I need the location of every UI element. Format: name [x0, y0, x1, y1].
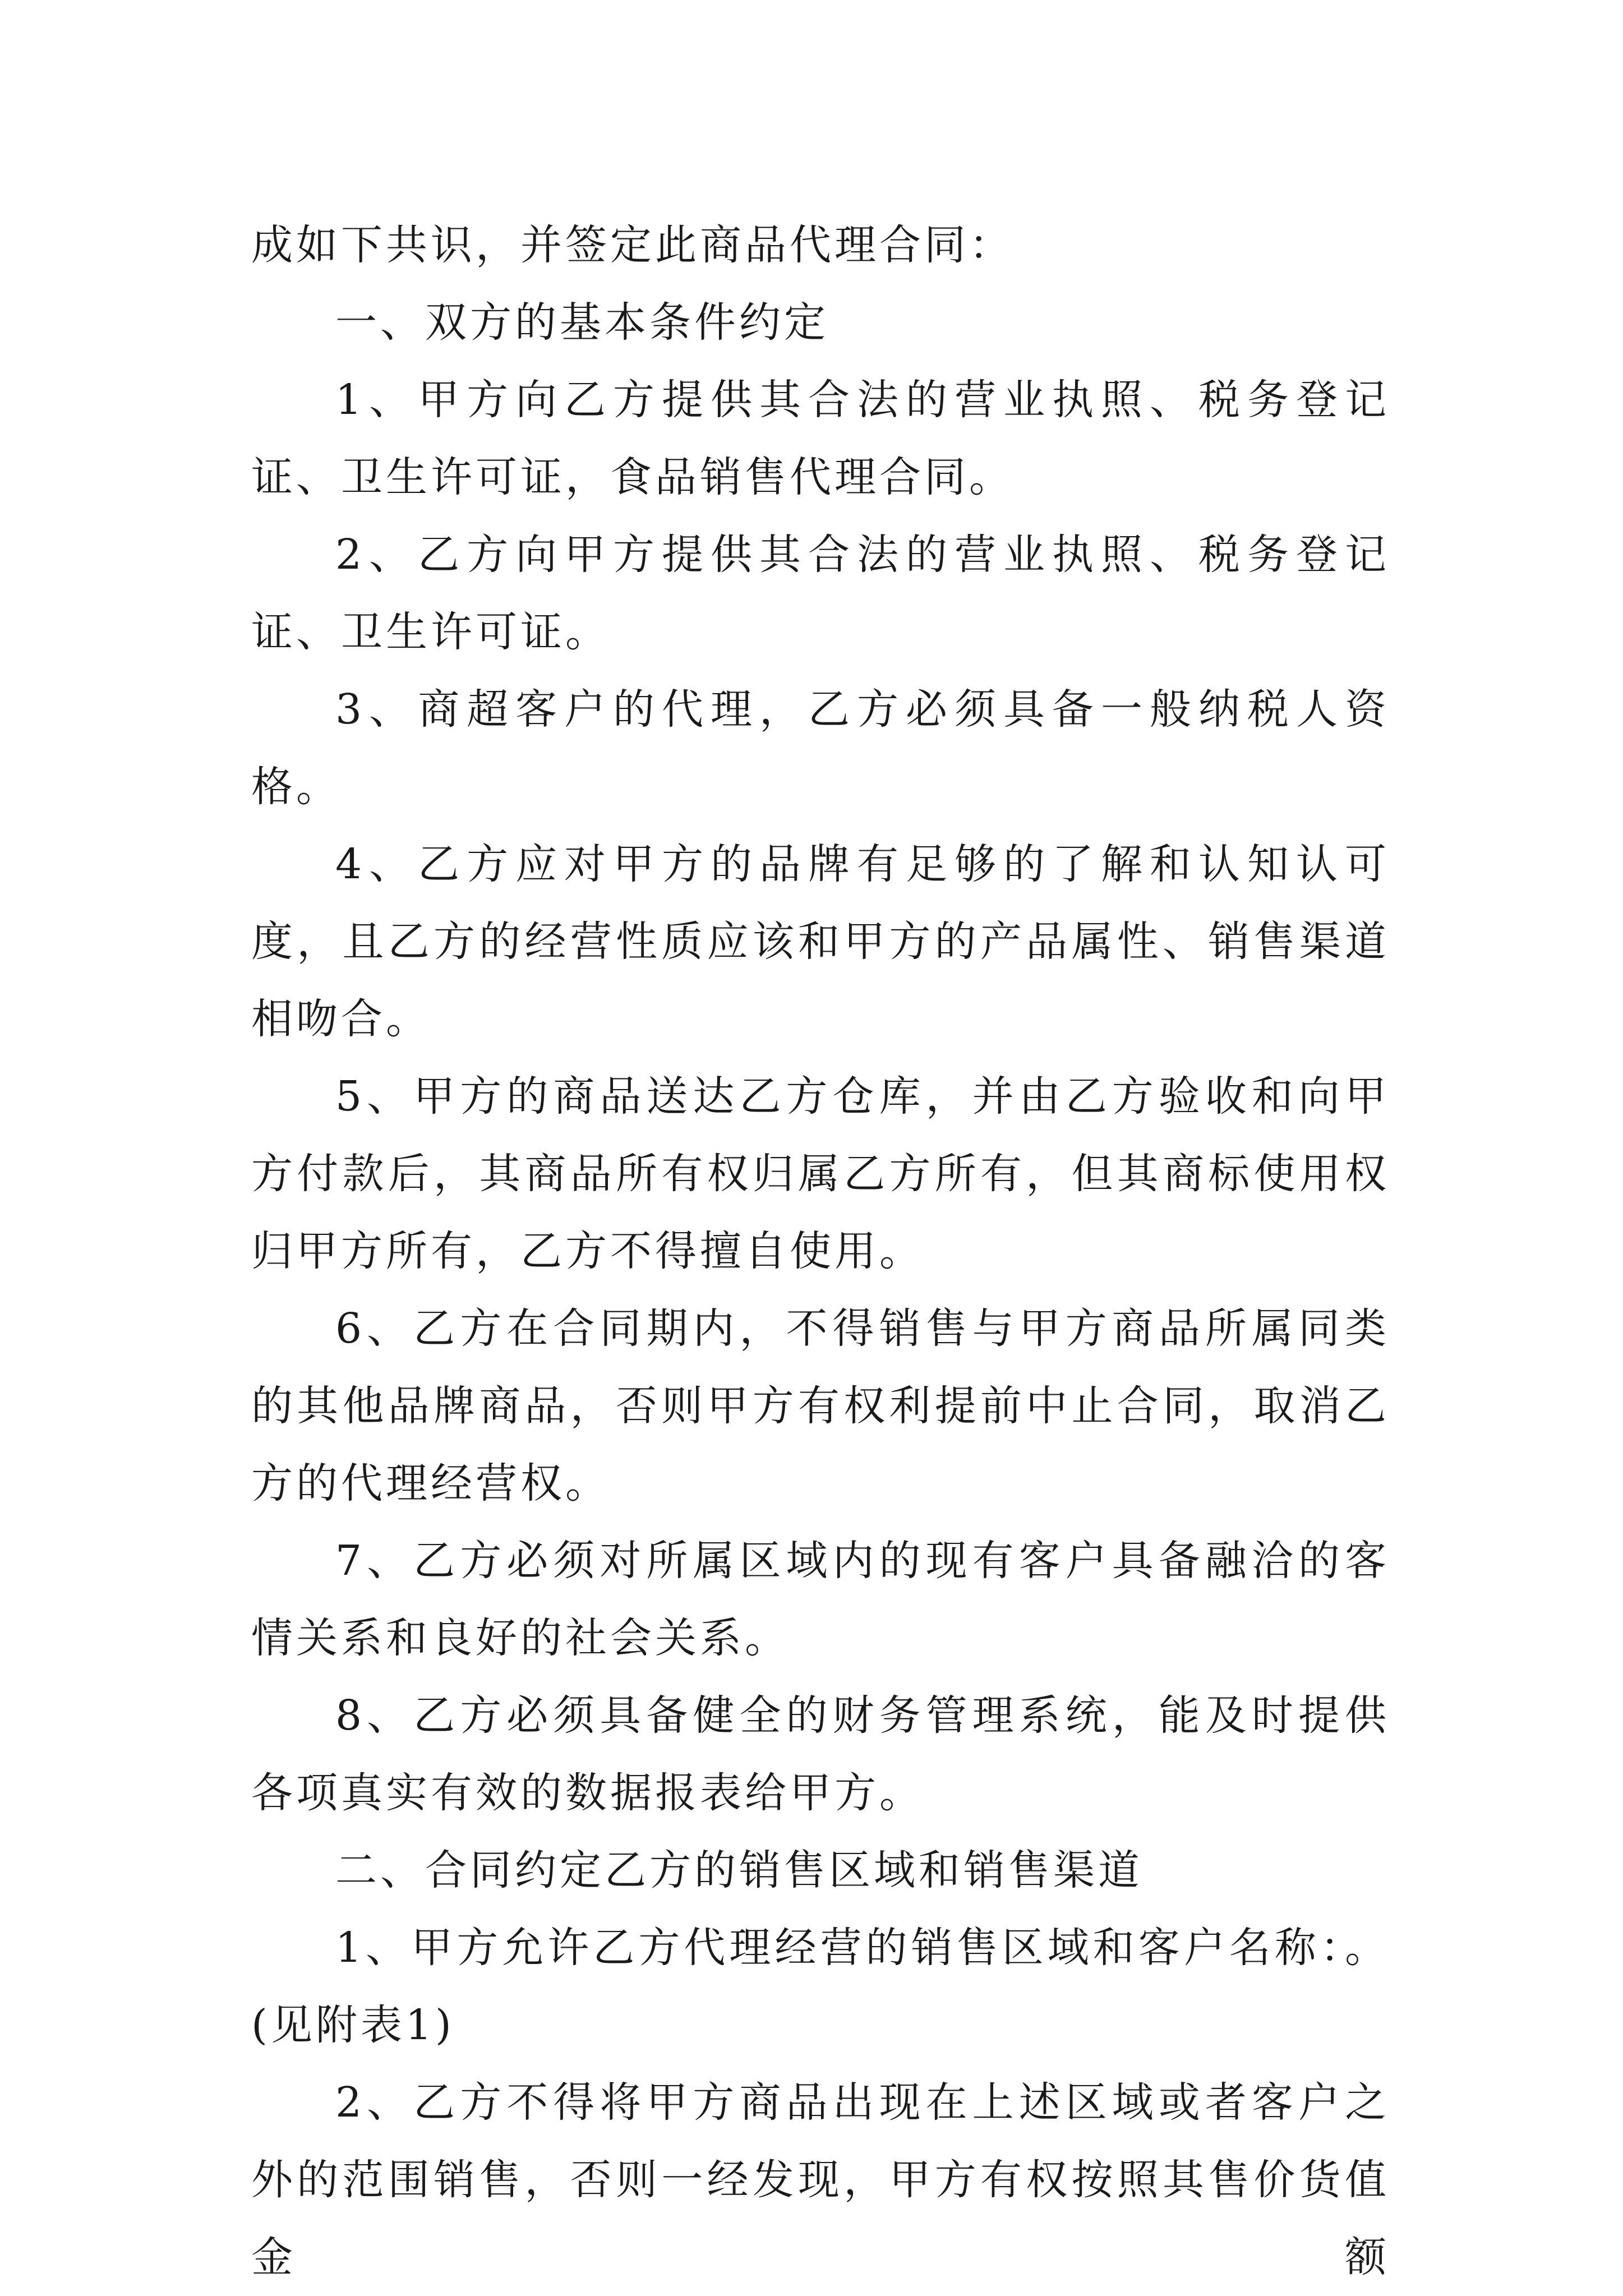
clause-1-3: 3、商超客户的代理，乙方必须具备一般纳税人资格。 [251, 685, 1390, 811]
clause-1-7: 7、乙方必须对所属区域内的现有客户具备融洽的客情关系和良好的社会关系。 [251, 1537, 1390, 1662]
clause-1-1: 1、甲方向乙方提供其合法的营业执照、税务登记证、卫生许可证，食品销售代理合同。 [251, 376, 1390, 501]
clause-2-1: 1、甲方允许乙方代理经营的销售区域和客户名称：。(见附表1) [251, 1924, 1390, 2049]
clause-2-2: 2、乙方不得将甲方商品出现在上述区域或者客户之外的范围销售，否则一经发现，甲方有权按照其售价货值金额 [251, 2078, 1390, 2281]
section-heading-1: 一、双方的基本条件约定 [335, 298, 829, 347]
clause-1-6: 6、乙方在合同期内，不得销售与甲方商品所属同类的其他品牌商品，否则甲方有权利提前中止合同，取消乙方的代理经营权。 [251, 1304, 1390, 1507]
clause-1-8: 8、乙方必须具备健全的财务管理系统，能及时提供各项真实有效的数据报表给甲方。 [251, 1691, 1390, 1817]
section-heading-2: 二、合同约定乙方的销售区域和销售渠道 [335, 1846, 1143, 1894]
document-page [251, 206, 1390, 2296]
clause-1-4: 4、乙方应对甲方的品牌有足够的了解和认知认可度，且乙方的经营性质应该和甲方的产品属性、销售渠道相吻合。 [251, 840, 1390, 1043]
paragraph-intro: 成如下共识，并签定此商品代理合同： [251, 221, 1014, 269]
clause-1-5: 5、甲方的商品送达乙方仓库，并由乙方验收和向甲方付款后，其商品所有权归属乙方所有，但其商标使用权归甲方所有，乙方不得擅自使用。 [251, 1072, 1390, 1275]
clause-1-2: 2、乙方向甲方提供其合法的营业执照、税务登记证、卫生许可证。 [251, 531, 1390, 656]
